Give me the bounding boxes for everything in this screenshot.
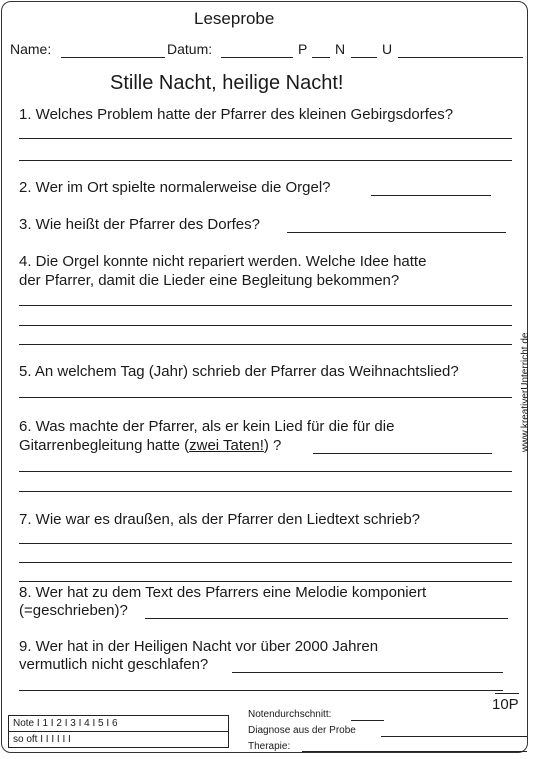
question-6-text: Gitarrenbegleitung hatte ( <box>19 437 190 454</box>
answer-line[interactable] <box>371 195 491 196</box>
answer-line[interactable] <box>19 138 512 139</box>
question-6-emphasis: zwei Taten! <box>189 437 264 454</box>
answer-line[interactable] <box>19 562 512 563</box>
name-label: Name: <box>10 41 52 57</box>
question-8-line-2: (=geschrieben)? <box>19 602 128 619</box>
p-label: P <box>298 41 308 57</box>
points-total: 10P <box>492 696 519 713</box>
answer-line[interactable] <box>19 471 512 472</box>
date-field[interactable] <box>221 57 293 58</box>
grade-row-count: so oft I I I I I I <box>13 734 71 745</box>
n-field[interactable] <box>351 57 377 58</box>
question-4-line-2: der Pfarrer, damit die Lieder eine Begleitung bekommen? <box>19 272 400 289</box>
answer-line[interactable] <box>19 397 512 398</box>
question-6-line-2 <box>19 437 281 454</box>
average-field[interactable] <box>351 720 384 721</box>
website-credit: www.kreativerUnterricht.de <box>520 332 531 452</box>
answer-line[interactable] <box>287 232 506 233</box>
answer-line[interactable] <box>19 581 512 582</box>
diagnosis-field[interactable] <box>381 736 527 737</box>
question-7: 7. Wie war es draußen, als der Pfarrer den Liedtext schrieb? <box>19 511 421 528</box>
answer-line[interactable] <box>19 543 512 544</box>
name-field[interactable] <box>61 57 165 58</box>
answer-line[interactable] <box>19 344 512 345</box>
grade-row-notes: Note I 1 I 2 I 3 I 4 I 5 I 6 <box>13 718 118 729</box>
question-9-line-2: vermutlich nicht geschlafen? <box>19 656 209 673</box>
question-1: 1. Welches Problem hatte der Pfarrer des kleinen Gebirgsdorfes? <box>19 106 454 123</box>
answer-line[interactable] <box>19 491 512 492</box>
average-label: Notendurchschnitt: <box>248 709 332 720</box>
grade-table <box>8 715 229 748</box>
question-6-line-1: 6. Was machte der Pfarrer, als er kein Lied für die für die <box>19 418 395 435</box>
u-field[interactable] <box>398 57 523 58</box>
diagnosis-label: Diagnose aus der Probe <box>248 725 356 736</box>
p-field[interactable] <box>312 57 330 58</box>
points-rule <box>495 693 519 694</box>
worksheet-heading: Stille Nacht, heilige Nacht! <box>110 72 344 94</box>
question-2: 2. Wer im Ort spielte normalerweise die Orgel? <box>19 179 331 196</box>
therapy-field[interactable] <box>302 751 527 752</box>
answer-line[interactable] <box>19 690 503 691</box>
answer-line[interactable] <box>145 618 508 619</box>
therapy-label: Therapie: <box>248 741 291 752</box>
page-title: Leseprobe <box>194 9 275 28</box>
answer-line[interactable] <box>313 453 492 454</box>
n-label: N <box>335 41 346 57</box>
question-4-line-1: 4. Die Orgel konnte nicht repariert werden. Welche Idee hatte <box>19 253 427 270</box>
question-9-line-1: 9. Wer hat in der Heiligen Nacht vor über 2000 Jahren <box>19 638 379 655</box>
answer-line[interactable] <box>19 160 512 161</box>
answer-line[interactable] <box>19 305 512 306</box>
u-label: U <box>382 41 393 57</box>
question-6-end: ) ? <box>263 437 282 454</box>
question-5: 5. An welchem Tag (Jahr) schrieb der Pfarrer das Weihnachtslied? <box>19 363 459 380</box>
question-3: 3. Wie heißt der Pfarrer des Dorfes? <box>19 216 260 233</box>
date-label: Datum: <box>167 41 213 57</box>
answer-line[interactable] <box>19 325 512 326</box>
answer-line[interactable] <box>232 672 503 673</box>
question-8-line-1: 8. Wer hat zu dem Text des Pfarrers eine Melodie komponiert <box>19 584 427 601</box>
